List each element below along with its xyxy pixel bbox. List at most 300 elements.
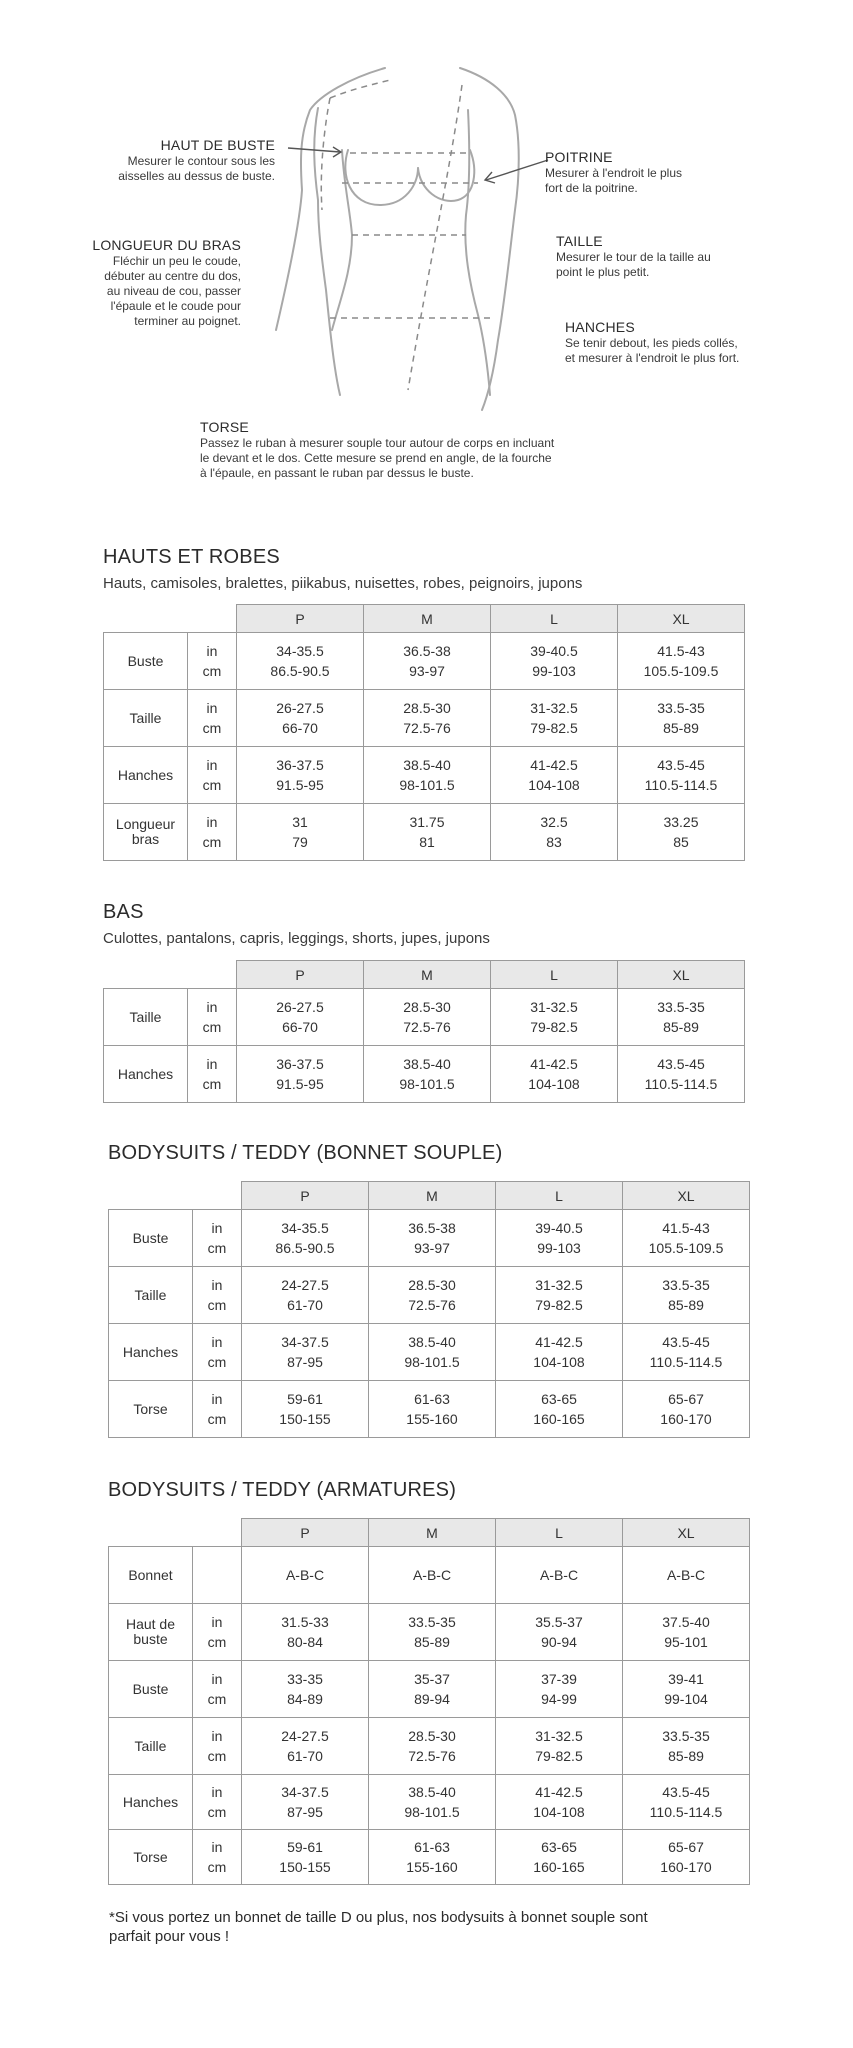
header-blank <box>104 961 237 989</box>
value-line: 85 <box>673 834 689 850</box>
value-line: 104-108 <box>528 777 580 793</box>
row-label-line: Taille <box>134 1737 167 1754</box>
unit-label: cm <box>207 1634 227 1650</box>
unit-label: in <box>211 1839 223 1855</box>
value-line: 24-27.5 <box>281 1277 329 1293</box>
section-2 <box>108 1140 502 1166</box>
value-cell <box>237 989 364 1046</box>
value-line: A-B-C <box>539 1567 579 1583</box>
value-line: 31.5-33 <box>281 1614 329 1630</box>
value-line: 150-155 <box>279 1411 331 1427</box>
table-row <box>104 747 745 804</box>
size-header: XL <box>623 1519 750 1547</box>
value-cell <box>369 1547 496 1604</box>
value-cell <box>369 1661 496 1718</box>
table-row <box>109 1381 750 1438</box>
row-label <box>109 1267 193 1324</box>
value-cell <box>369 1604 496 1661</box>
value-line: 38.5-40 <box>403 1056 451 1072</box>
value-line: 87-95 <box>287 1354 323 1370</box>
unit-label: cm <box>202 834 222 850</box>
measurement-diagram <box>0 0 853 510</box>
unit-label: cm <box>207 1804 227 1820</box>
value-line: 105.5-109.5 <box>648 1240 724 1256</box>
value-line: 87-95 <box>287 1804 323 1820</box>
size-table <box>108 1181 750 1438</box>
value-line: 89-94 <box>414 1691 450 1707</box>
row-label-line: Taille <box>129 709 162 726</box>
label-haut-de-buste: HAUT DE BUSTE Mesurer le contour sous les aisselles au dessus de buste. <box>118 137 275 183</box>
value-line: 86.5-90.5 <box>275 1240 335 1256</box>
unit-label: in <box>211 1220 223 1236</box>
value-line: 33.5-35 <box>408 1614 456 1630</box>
unit-label: in <box>211 1784 223 1800</box>
value-cell <box>242 1775 369 1830</box>
value-line: 99-103 <box>532 663 576 679</box>
unit-label: in <box>206 814 218 830</box>
table-row <box>109 1661 750 1718</box>
value-line: A-B-C <box>666 1567 706 1583</box>
value-line: 110.5-114.5 <box>649 1354 723 1370</box>
value-line: 37.5-40 <box>662 1614 710 1630</box>
value-cell <box>496 1267 623 1324</box>
value-cell <box>618 989 745 1046</box>
size-table <box>103 960 745 1103</box>
row-label-line: Buste <box>132 1229 169 1246</box>
value-line: 84-89 <box>287 1691 323 1707</box>
value-cell <box>242 1547 369 1604</box>
unit-label: cm <box>207 1748 227 1764</box>
table-row <box>104 690 745 747</box>
value-line: 150-155 <box>279 1859 331 1875</box>
value-line: 34-35.5 <box>276 643 324 659</box>
size-header: P <box>242 1519 369 1547</box>
value-line: 31-32.5 <box>535 1277 583 1293</box>
value-cell <box>623 1547 750 1604</box>
row-label <box>109 1775 193 1830</box>
value-cell <box>369 1381 496 1438</box>
label-torse: TORSE Passez le ruban à mesurer souple tour autour de corps en incluant le devant et le dos. Cette mesure se prend en angle, de la fourche à l'épaule, en passant le ruban par dessus le buste. <box>200 419 555 480</box>
value-cell <box>618 633 745 690</box>
value-line: 61-63 <box>414 1391 450 1407</box>
unit-cell <box>193 1381 242 1438</box>
size-header: L <box>496 1519 623 1547</box>
row-label <box>109 1381 193 1438</box>
value-line: 36.5-38 <box>403 643 451 659</box>
value-line: 39-40.5 <box>530 643 578 659</box>
value-line: 86.5-90.5 <box>270 663 330 679</box>
value-line: 31.75 <box>409 814 445 830</box>
value-line: 160-170 <box>660 1411 712 1427</box>
value-line: 99-103 <box>537 1240 581 1256</box>
value-line: A-B-C <box>285 1567 325 1583</box>
value-line: 155-160 <box>406 1411 458 1427</box>
value-line: 38.5-40 <box>403 757 451 773</box>
section-3 <box>108 1477 456 1503</box>
value-cell <box>491 633 618 690</box>
value-line: 98-101.5 <box>404 1804 460 1820</box>
header-row <box>109 1182 750 1210</box>
value-line: 31-32.5 <box>535 1728 583 1744</box>
value-line: 33-35 <box>287 1671 323 1687</box>
size-header: P <box>237 605 364 633</box>
value-line: 33.25 <box>663 814 699 830</box>
value-line: 26-27.5 <box>276 700 324 716</box>
row-label-line: Haut de <box>125 1616 176 1632</box>
value-line: 72.5-76 <box>408 1297 456 1313</box>
unit-label: cm <box>202 663 222 679</box>
row-label <box>109 1324 193 1381</box>
value-line: 105.5-109.5 <box>643 663 719 679</box>
unit-label: in <box>211 1334 223 1350</box>
row-label-line: buste <box>133 1631 168 1647</box>
value-line: 85-89 <box>668 1297 704 1313</box>
unit-label: cm <box>202 720 222 736</box>
size-header: XL <box>618 961 745 989</box>
value-cell <box>364 804 491 861</box>
value-line: 65-67 <box>668 1391 704 1407</box>
header-blank <box>109 1182 242 1210</box>
value-cell <box>369 1830 496 1885</box>
value-cell <box>623 1775 750 1830</box>
value-line: 37-39 <box>541 1671 577 1687</box>
value-cell <box>618 747 745 804</box>
size-header: M <box>369 1182 496 1210</box>
table-row <box>109 1547 750 1604</box>
size-header: P <box>237 961 364 989</box>
value-line: 110.5-114.5 <box>644 777 718 793</box>
row-label-line: Buste <box>127 652 164 669</box>
value-line: 93-97 <box>409 663 445 679</box>
value-line: 39-40.5 <box>535 1220 583 1236</box>
unit-label: cm <box>207 1691 227 1707</box>
value-cell <box>242 1718 369 1775</box>
value-line: 43.5-45 <box>662 1334 710 1350</box>
unit-label: in <box>206 643 218 659</box>
value-cell <box>491 804 618 861</box>
value-cell <box>364 747 491 804</box>
header-row <box>109 1519 750 1547</box>
value-cell <box>369 1775 496 1830</box>
value-line: 99-104 <box>664 1691 708 1707</box>
value-line: 31-32.5 <box>530 700 578 716</box>
value-line: 59-61 <box>287 1391 323 1407</box>
table-row <box>109 1830 750 1885</box>
value-line: 110.5-114.5 <box>649 1804 723 1820</box>
value-line: 34-37.5 <box>281 1784 329 1800</box>
row-label <box>109 1547 193 1604</box>
value-cell <box>237 804 364 861</box>
row-label <box>109 1604 193 1661</box>
unit-cell <box>193 1830 242 1885</box>
table-row <box>104 633 745 690</box>
unit-label: cm <box>202 777 222 793</box>
value-cell <box>496 1775 623 1830</box>
header-row <box>104 605 745 633</box>
value-line: 91.5-95 <box>276 1076 324 1092</box>
value-line: 36.5-38 <box>408 1220 456 1236</box>
value-line: 160-165 <box>533 1859 585 1875</box>
value-line: 66-70 <box>282 720 318 736</box>
value-cell <box>623 1324 750 1381</box>
value-line: 95-101 <box>664 1634 708 1650</box>
value-line: 28.5-30 <box>403 999 451 1015</box>
value-cell <box>496 1381 623 1438</box>
value-cell <box>623 1267 750 1324</box>
value-cell <box>369 1718 496 1775</box>
value-line: 31 <box>292 814 308 830</box>
row-label-line: bras <box>131 831 160 847</box>
value-line: 35.5-37 <box>535 1614 583 1630</box>
unit-cell <box>193 1267 242 1324</box>
value-line: 39-41 <box>668 1671 704 1687</box>
value-line: 98-101.5 <box>399 1076 455 1092</box>
value-cell <box>242 1324 369 1381</box>
section-title: HAUTS ET ROBES <box>103 546 280 568</box>
size-header: XL <box>618 605 745 633</box>
row-label <box>109 1210 193 1267</box>
unit-label: in <box>211 1671 223 1687</box>
value-line: 72.5-76 <box>403 1019 451 1035</box>
value-cell <box>491 747 618 804</box>
row-label <box>104 633 188 690</box>
size-header: M <box>369 1519 496 1547</box>
value-line: 85-89 <box>668 1748 704 1764</box>
unit-label: cm <box>202 1076 222 1092</box>
value-line: 90-94 <box>541 1634 577 1650</box>
row-label-line: Torse <box>133 1400 168 1417</box>
value-line: 63-65 <box>541 1839 577 1855</box>
value-line: 94-99 <box>541 1691 577 1707</box>
unit-cell <box>188 804 237 861</box>
value-line: 79-82.5 <box>535 1748 583 1764</box>
section-title: BAS <box>103 901 144 923</box>
value-line: 110.5-114.5 <box>644 1076 718 1092</box>
value-line: 61-70 <box>287 1748 323 1764</box>
value-line: 24-27.5 <box>281 1728 329 1744</box>
value-cell <box>496 1547 623 1604</box>
value-cell <box>623 1381 750 1438</box>
row-label <box>104 989 188 1046</box>
row-label <box>104 804 188 861</box>
unit-cell <box>188 747 237 804</box>
value-line: 38.5-40 <box>408 1784 456 1800</box>
value-line: A-B-C <box>412 1567 452 1583</box>
row-label-line: Hanches <box>117 766 174 783</box>
row-label <box>104 690 188 747</box>
footnote: *Si vous portez un bonnet de taille D ou plus, nos bodysuits à bonnet souple sont parfait pour vous ! <box>109 1909 648 1945</box>
value-line: 41-42.5 <box>530 1056 578 1072</box>
value-line: 79-82.5 <box>535 1297 583 1313</box>
value-line: 34-35.5 <box>281 1220 329 1236</box>
row-label-line: Longueur <box>115 816 176 832</box>
section-0 <box>103 544 582 594</box>
unit-label: in <box>211 1277 223 1293</box>
size-header: M <box>364 961 491 989</box>
value-line: 98-101.5 <box>399 777 455 793</box>
value-line: 79 <box>292 834 308 850</box>
value-line: 43.5-45 <box>662 1784 710 1800</box>
value-line: 33.5-35 <box>662 1277 710 1293</box>
table-row <box>109 1267 750 1324</box>
size-header: L <box>491 961 618 989</box>
value-line: 83 <box>546 834 562 850</box>
value-cell <box>491 989 618 1046</box>
value-line: 85-89 <box>663 720 699 736</box>
header-row <box>104 961 745 989</box>
unit-label: in <box>206 700 218 716</box>
value-line: 91.5-95 <box>276 777 324 793</box>
value-line: 160-165 <box>533 1411 585 1427</box>
unit-cell <box>188 690 237 747</box>
table-row <box>109 1604 750 1661</box>
table-row <box>104 1046 745 1103</box>
value-line: 28.5-30 <box>408 1728 456 1744</box>
value-line: 28.5-30 <box>403 700 451 716</box>
row-label <box>104 747 188 804</box>
value-cell <box>496 1661 623 1718</box>
value-cell <box>237 690 364 747</box>
table-row <box>104 804 745 861</box>
value-cell <box>623 1210 750 1267</box>
header-blank <box>109 1519 242 1547</box>
value-cell <box>491 1046 618 1103</box>
value-line: 33.5-35 <box>657 999 705 1015</box>
table-row <box>109 1775 750 1830</box>
value-cell <box>364 633 491 690</box>
value-line: 160-170 <box>660 1859 712 1875</box>
unit-label: cm <box>202 1019 222 1035</box>
unit-cell <box>193 1718 242 1775</box>
value-cell <box>237 633 364 690</box>
value-line: 31-32.5 <box>530 999 578 1015</box>
unit-label: cm <box>207 1240 227 1256</box>
label-poitrine: POITRINE Mesurer à l'endroit le plus fort de la poitrine. <box>545 149 683 195</box>
value-line: 32.5 <box>540 814 568 830</box>
value-line: 65-67 <box>668 1839 704 1855</box>
value-cell <box>242 1267 369 1324</box>
unit-label: cm <box>207 1297 227 1313</box>
value-cell <box>496 1324 623 1381</box>
value-cell <box>623 1830 750 1885</box>
size-header: M <box>364 605 491 633</box>
value-cell <box>618 690 745 747</box>
value-line: 36-37.5 <box>276 1056 324 1072</box>
value-cell <box>496 1604 623 1661</box>
value-line: 80-84 <box>287 1634 323 1650</box>
unit-cell <box>188 633 237 690</box>
value-line: 59-61 <box>287 1839 323 1855</box>
value-line: 35-37 <box>414 1671 450 1687</box>
section-subtitle: Culottes, pantalons, capris, leggings, shorts, jupes, jupons <box>103 930 490 947</box>
unit-label: cm <box>207 1354 227 1370</box>
value-cell <box>237 1046 364 1103</box>
value-cell <box>496 1210 623 1267</box>
value-cell <box>242 1661 369 1718</box>
row-label-line: Taille <box>134 1286 167 1303</box>
unit-label: in <box>211 1614 223 1630</box>
value-cell <box>618 1046 745 1103</box>
value-line: 41-42.5 <box>535 1334 583 1350</box>
value-cell <box>369 1324 496 1381</box>
value-cell <box>491 690 618 747</box>
value-line: 41.5-43 <box>662 1220 710 1236</box>
value-line: 85-89 <box>663 1019 699 1035</box>
value-line: 85-89 <box>414 1634 450 1650</box>
unit-label: cm <box>207 1411 227 1427</box>
row-label-line: Hanches <box>122 1343 179 1360</box>
value-line: 41-42.5 <box>535 1784 583 1800</box>
size-header: XL <box>623 1182 750 1210</box>
table-row <box>109 1718 750 1775</box>
row-label <box>109 1830 193 1885</box>
value-cell <box>364 1046 491 1103</box>
size-header: L <box>491 605 618 633</box>
value-line: 104-108 <box>533 1354 585 1370</box>
row-label <box>109 1718 193 1775</box>
row-label <box>109 1661 193 1718</box>
value-line: 81 <box>419 834 435 850</box>
value-cell <box>618 804 745 861</box>
unit-cell <box>193 1210 242 1267</box>
value-line: 43.5-45 <box>657 1056 705 1072</box>
section-title: BODYSUITS / TEDDY (ARMATURES) <box>108 1479 457 1501</box>
value-cell <box>237 747 364 804</box>
value-cell <box>364 690 491 747</box>
value-line: 79-82.5 <box>530 720 578 736</box>
row-label-line: Buste <box>132 1680 169 1697</box>
value-line: 79-82.5 <box>530 1019 578 1035</box>
table-row <box>109 1210 750 1267</box>
size-table <box>103 604 745 861</box>
row-label-line: Hanches <box>122 1793 179 1810</box>
value-line: 33.5-35 <box>657 700 705 716</box>
value-line: 72.5-76 <box>403 720 451 736</box>
value-line: 104-108 <box>533 1804 585 1820</box>
value-cell <box>242 1830 369 1885</box>
table-row <box>104 989 745 1046</box>
unit-cell <box>193 1661 242 1718</box>
value-line: 63-65 <box>541 1391 577 1407</box>
unit-cell <box>193 1324 242 1381</box>
value-cell <box>369 1210 496 1267</box>
unit-label: in <box>211 1391 223 1407</box>
value-cell <box>496 1830 623 1885</box>
value-line: 41-42.5 <box>530 757 578 773</box>
size-table <box>108 1518 750 1885</box>
value-line: 61-63 <box>414 1839 450 1855</box>
value-line: 61-70 <box>287 1297 323 1313</box>
value-cell <box>242 1210 369 1267</box>
unit-cell <box>193 1604 242 1661</box>
table-row <box>109 1324 750 1381</box>
value-cell <box>369 1267 496 1324</box>
value-cell <box>623 1604 750 1661</box>
value-line: 28.5-30 <box>408 1277 456 1293</box>
unit-cell <box>193 1775 242 1830</box>
unit-cell <box>188 1046 237 1103</box>
unit-cell <box>188 989 237 1046</box>
label-hanches: HANCHES Se tenir debout, les pieds collés, et mesurer à l'endroit le plus fort. <box>565 319 740 365</box>
section-1 <box>103 899 490 949</box>
value-cell <box>242 1381 369 1438</box>
value-line: 66-70 <box>282 1019 318 1035</box>
unit-label: in <box>206 999 218 1015</box>
row-label-line: Hanches <box>117 1065 174 1082</box>
unit-cell <box>193 1547 242 1604</box>
label-taille: TAILLE Mesurer le tour de la taille au point le plus petit. <box>556 233 711 279</box>
value-line: 155-160 <box>406 1859 458 1875</box>
